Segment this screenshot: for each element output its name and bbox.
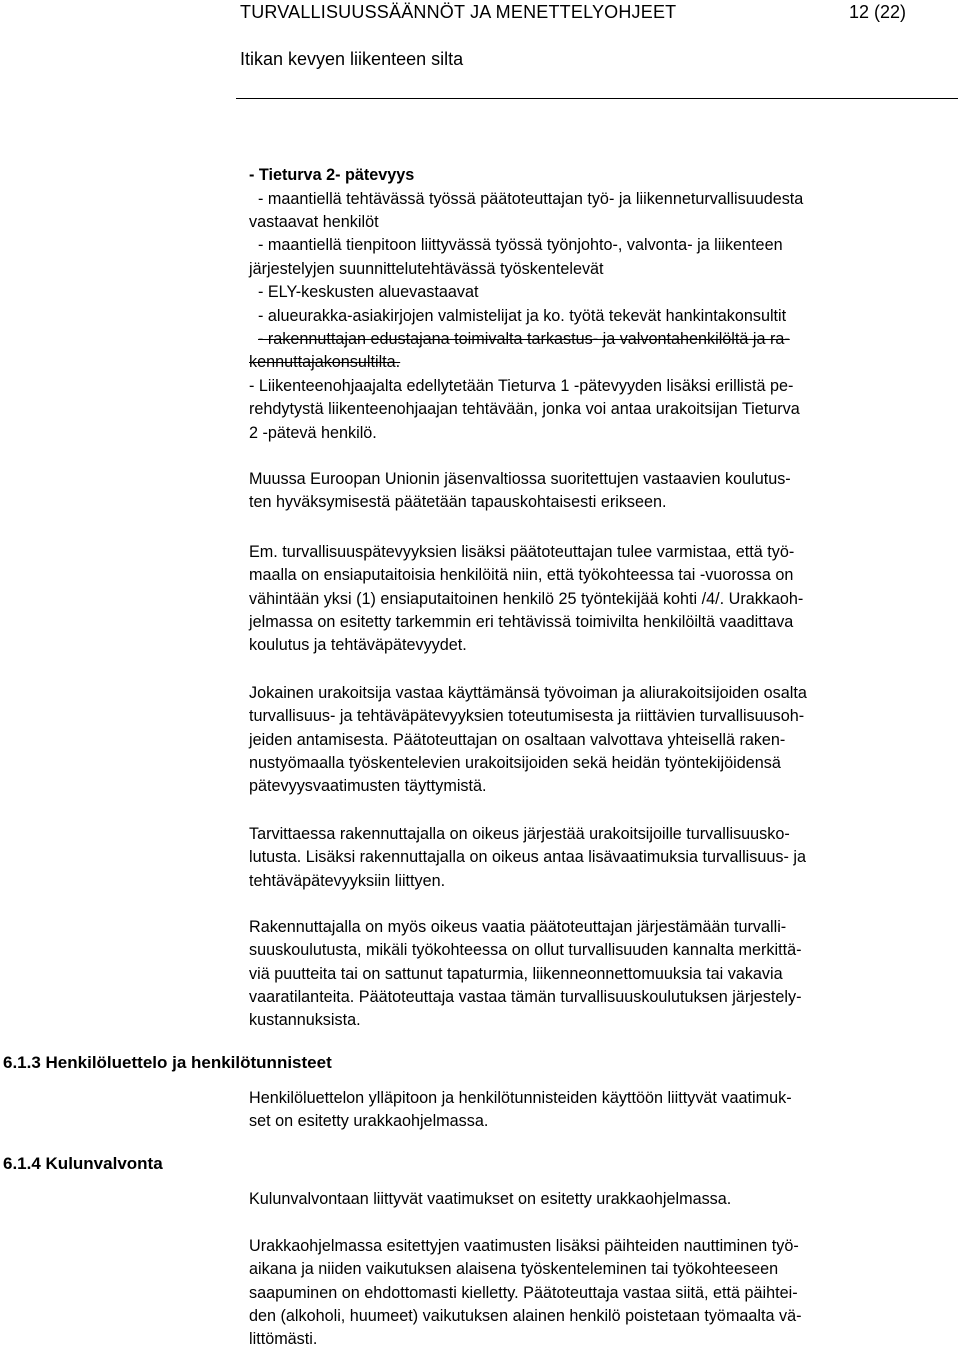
paragraph-line: Tarvittaessa rakennuttajalla on oikeus järjestää urakoitsijoille turvallisuusko- <box>249 825 790 843</box>
paragraph-personnel-list <box>249 1087 955 1134</box>
paragraph-first-aid <box>249 541 955 657</box>
list-item: - maantiellä tehtävässä työssä päätoteuttajan työ- ja liikenneturvallisuudesta <box>258 190 804 208</box>
page-number: 12 (22) <box>849 2 907 22</box>
paragraph-line: nustyömaalla työskentelevien urakoitsijoiden sekä heidän työntekijöidensä <box>249 753 781 772</box>
paragraph-intoxicants <box>249 1235 955 1351</box>
paragraph-line: jelmassa on esitetty tarkemmin eri tehtävissä toimivilta henkilöiltä vaadittava <box>249 612 794 631</box>
list-item: - Liikenteenohjaajalta edellytetään Tieturva 1 -pätevyyden lisäksi erillistä pe- <box>249 377 794 395</box>
document-title: TURVALLISUUSSÄÄNNÖT JA MENETTELYOHJEET <box>240 2 677 22</box>
section-heading-personnel-list: 6.1.3 Henkilöluettelo ja henkilötunnisteet <box>3 1053 332 1072</box>
paragraph-line: koulutus ja tehtäväpätevyydet. <box>249 636 467 655</box>
paragraph-line: Jokainen urakoitsija vastaa käyttämänsä työvoiman ja aliurakoitsijoiden osalta <box>249 684 807 702</box>
paragraph-line: tehtäväpätevyyksiin liittyen. <box>249 871 446 890</box>
paragraph-line: pätevyysvaatimusten täyttymistä. <box>249 777 487 796</box>
document-subtitle: Itikan kevyen liikenteen silta <box>240 49 464 69</box>
tieturva-heading: - Tieturva 2- pätevyys <box>249 166 415 184</box>
paragraph-line: jeiden antamisesta. Päätoteuttajan on osaltaan valvottava yhteisellä raken- <box>249 730 786 749</box>
paragraph-line: ten hyväksymisestä päätetään tapauskohtaisesti erikseen. <box>249 493 667 512</box>
paragraph-line: lutusta. Lisäksi rakennuttajalla on oikeus antaa lisävaatimuksia turvallisuus- ja <box>249 848 806 867</box>
list-item: - maantiellä tienpitoon liittyvässä työssä työnjohto-, valvonta- ja liikenteen <box>258 236 783 254</box>
paragraph-line: vaaratilanteita. Päätoteuttaja vastaa tämän turvallisuuskoulutuksen järjestely- <box>249 987 802 1006</box>
paragraph-line: turvallisuus- ja tehtäväpätevyyksien toteutumisesta ja riittävien turvallisuusoh- <box>249 707 805 726</box>
list-item-continuation: 2 -pätevä henkilö. <box>249 424 377 442</box>
section-heading-access-control: 6.1.4 Kulunvalvonta <box>3 1154 163 1173</box>
struck-list-item: - rakennuttajan edustajana toimivalta tarkastus- ja valvontahenkilöltä ja ra- <box>258 330 790 348</box>
paragraph-safety-training <box>249 916 955 1032</box>
list-item: - alueurakka-asiakirjojen valmistelijat ja ko. työtä tekevät hankintakonsultit <box>258 307 787 325</box>
list-item: - ELY-keskusten aluevastaavat <box>258 283 479 301</box>
paragraph-line: kustannuksista. <box>249 1011 361 1030</box>
paragraph-eu-training <box>249 468 955 515</box>
paragraph-client-rights <box>249 823 955 893</box>
struck-list-item-continuation: kennuttajakonsultilta. <box>249 353 401 371</box>
list-item-continuation: vastaavat henkilöt <box>249 213 379 231</box>
paragraph-line: saapuminen on ehdottomasti kielletty. Päätoteuttaja vastaa siitä, että päihtei- <box>249 1283 798 1302</box>
header-divider <box>236 98 958 99</box>
paragraph-line: littömästi. <box>249 1330 318 1349</box>
paragraph-line: aikana ja niiden vaikutuksen alaisena työskenteleminen tai työkohteeseen <box>249 1260 779 1279</box>
list-item-continuation: järjestelyjen suunnittelutehtävässä työskentelevät <box>249 260 604 278</box>
paragraph-line: maalla on ensiaputaitoisia henkilöitä niin, että työkohteessa tai -vuorossa on <box>249 566 794 585</box>
paragraph-access-control <box>249 1188 955 1211</box>
paragraph-contractor-responsibility <box>249 682 955 798</box>
paragraph-line: Urakkaohjelmassa esitettyjen vaatimusten lisäksi päihteiden nauttiminen työ- <box>249 1237 799 1255</box>
paragraph-line: viä puutteita tai on sattunut tapaturmia, liikenneonnettomuuksia tai vakavia <box>249 964 783 983</box>
paragraph-line: Rakennuttajalla on myös oikeus vaatia päätoteuttajan järjestämään turvalli- <box>249 918 787 936</box>
list-item-continuation: rehdytystä liikenteenohjaajan tehtävään, jonka voi antaa urakoitsijan Tieturva <box>249 400 800 418</box>
paragraph-line: set on esitetty urakkaohjelmassa. <box>249 1112 489 1131</box>
paragraph-line: Em. turvallisuuspätevyyksien lisäksi päätoteuttajan tulee varmistaa, että työ- <box>249 543 795 561</box>
paragraph-line: Kulunvalvontaan liittyvät vaatimukset on esitetty urakkaohjelmassa. <box>249 1190 732 1208</box>
paragraph-line: den (alkoholi, huumeet) vaikutuksen alainen henkilö poistetaan työmaalta vä- <box>249 1306 802 1325</box>
paragraph-line: vähintään yksi (1) ensiaputaitoinen henkilö 25 työntekijää kohti /4/. Urakkaoh- <box>249 589 804 608</box>
paragraph-line: Henkilöluettelon ylläpitoon ja henkilötunnisteiden käyttöön liittyvät vaatimuk- <box>249 1089 792 1107</box>
paragraph-line: Muussa Euroopan Unionin jäsenvaltiossa suoritettujen vastaavien koulutus- <box>249 470 791 488</box>
paragraph-line: suuskoulutusta, mikäli työkohteessa on ollut turvallisuuden kannalta merkittä- <box>249 941 802 960</box>
